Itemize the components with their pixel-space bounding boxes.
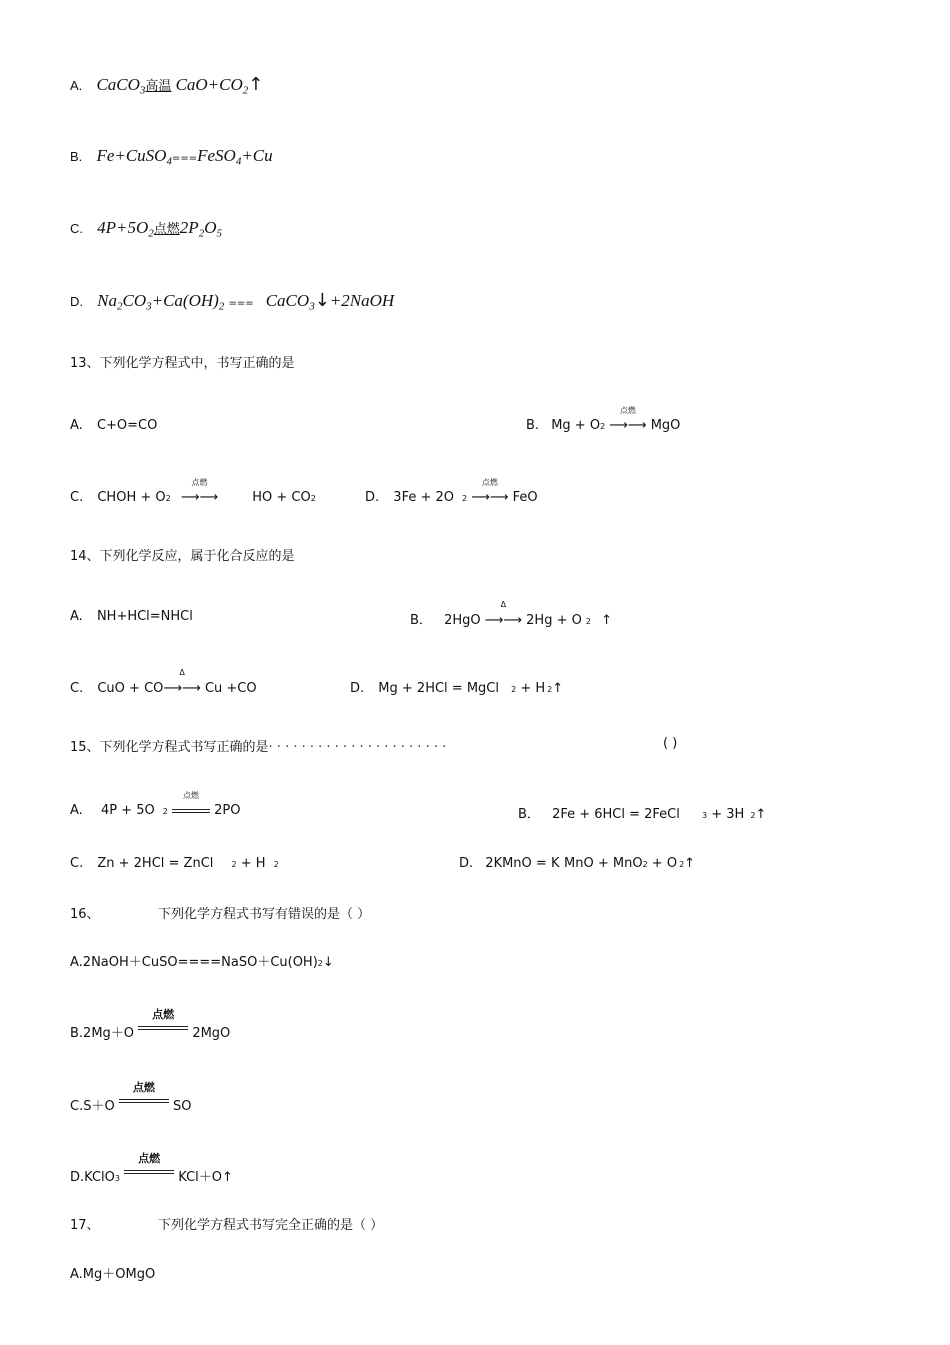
q12-a-condition: 高温 — [145, 79, 172, 94]
precipitate-arrow-icon: ↓ — [314, 290, 330, 311]
q16-option-d: D.KClO3 点燃 KCl＋O↑ — [70, 1151, 233, 1185]
reaction-equals: 点燃 — [172, 803, 210, 818]
gas-arrow-icon: ↑ — [601, 613, 612, 628]
gas-arrow-icon: ↑ — [552, 681, 564, 696]
q12-a-lhs: CaCO — [96, 75, 140, 94]
double-line-icon — [124, 1170, 174, 1174]
q12-option-d: D. $Na_2CO_3+Ca(OH)_2$ === CaCO$_3$↓+2NaOH — [70, 290, 395, 313]
q15-title: 15、下列化学方程式书写正确的是 — [70, 740, 269, 755]
q12-c-condition: 点燃 — [153, 222, 180, 237]
q14-option-c: C. CuO + CO Δ ⟶⟶ Cu +CO — [70, 668, 257, 696]
q16-number: 16、 — [70, 907, 100, 922]
q15-option-c: C. Zn + 2HCl = ZnCl 2 + H 2 — [70, 856, 279, 871]
q14-option-b: B． 2HgO Δ ⟶⟶ 2Hg + O 2 ↑ — [410, 600, 612, 628]
reaction-arrow: Δ ⟶⟶ — [163, 668, 201, 696]
q17-number: 17、 — [70, 1218, 100, 1233]
q14-option-d: D. Mg + 2HCl = MgCl 2 + H 2↑ — [350, 681, 564, 696]
q13-title: 13、下列化学方程式中，书写正确的是 — [70, 356, 295, 371]
gas-arrow-icon: ↑ — [684, 856, 696, 871]
q16-title: 下列化学方程式书写有错误的是（ ） — [158, 907, 371, 922]
q12-b-equals: === — [171, 153, 198, 164]
double-line-icon — [172, 809, 210, 813]
q15-answer-paren: ( ) — [663, 736, 678, 751]
precipitate-arrow-icon: ↓ — [322, 955, 334, 970]
gas-arrow-icon: ↑ — [755, 807, 767, 822]
reaction-equals: 点燃 — [119, 1099, 169, 1115]
arrow-right-icon: ⟶⟶ — [180, 490, 219, 505]
reaction-arrow: 点燃 ⟶⟶ — [180, 478, 219, 505]
q16-option-c: C.S＋O 点燃 SO — [70, 1080, 192, 1114]
q15-leader-dots: · · · · · · · · · · · · · · · · · · · · · · — [268, 740, 447, 755]
q13-option-c: C. CHOH + O2 点燃 ⟶⟶ HO + CO2 — [70, 478, 316, 505]
q12-option-b: B. Fe+CuSO$_4$===FeSO$_4$+Cu — [70, 146, 273, 168]
reaction-equals: 点燃 — [138, 1026, 188, 1042]
arrow-right-icon: ⟶⟶ — [484, 613, 523, 628]
q14-option-a: A. NH+HCl=NHCl — [70, 609, 193, 624]
q15-title-row — [70, 736, 446, 755]
q17-option-a: A.Mg＋OMgO — [70, 1267, 156, 1282]
reaction-equals: 点燃 — [124, 1170, 174, 1186]
gas-arrow-icon: ↑ — [248, 74, 264, 95]
q14-title: 14、下列化学反应，属于化合反应的是 — [70, 549, 295, 564]
q12-option-c: C. $4P+5O_2$点燃$2P_2O_5$ — [70, 218, 222, 240]
reaction-arrow: 点燃 ⟶⟶ — [471, 478, 509, 505]
q15-option-d: D. 2KMnO = K MnO + MnO2 + O 2↑ — [459, 856, 696, 871]
arrow-right-icon: ⟶⟶ — [609, 418, 647, 433]
reaction-arrow: 点燃 ⟶⟶ — [609, 406, 647, 433]
q16-option-b: B.2Mg＋O 点燃 2MgO — [70, 1007, 231, 1041]
q13-option-b: B. Mg + O2 点燃 ⟶⟶ MgO — [526, 406, 681, 433]
q12-option-a: A. CaCO$_3$高温 $CaO+CO_2↑$ — [70, 74, 264, 97]
q15-option-b: B． 2Fe + 6HCl = 2FeCl 3 + 3H 2↑ — [518, 807, 767, 822]
double-line-icon — [138, 1026, 188, 1030]
double-line-icon — [119, 1099, 169, 1103]
arrow-right-icon: ⟶⟶ — [163, 681, 201, 696]
arrow-right-icon: ⟶⟶ — [471, 490, 509, 505]
reaction-arrow: Δ ⟶⟶ — [484, 600, 523, 628]
q13-option-a: A. C+O=CO — [70, 418, 158, 433]
q13-option-d: D. 3Fe + 2O 2 点燃 ⟶⟶ FeO — [365, 478, 538, 505]
q17-title: 下列化学方程式书写完全正确的是（ ） — [158, 1218, 384, 1233]
q16-option-a: A.2NaOH＋CuSO====NaSO＋Cu(OH)2↓ — [70, 955, 334, 970]
q15-option-a: A. 4P + 5O 2 点燃 2PO — [70, 791, 241, 818]
gas-arrow-icon: ↑ — [222, 1170, 233, 1185]
